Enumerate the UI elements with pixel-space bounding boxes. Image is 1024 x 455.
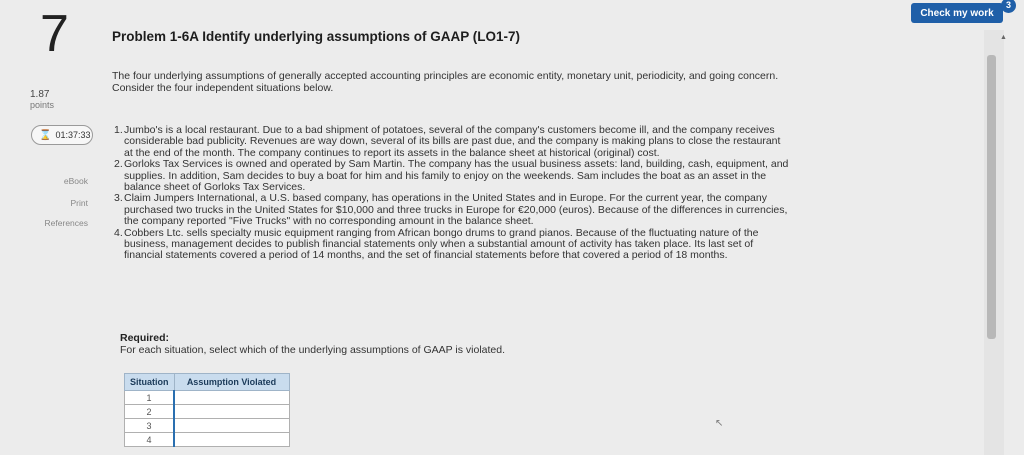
situation-text: Cobbers Ltc. sells specialty music equipment ranging from African bongo drums to grand pianos. Because of the fluctuating nature of the business, management decides to publish financial statements only when a substantial amount of activity has taken place. Its last set of financial statements covered a period of 14 months, and the set of financial statements before that covered a period of 18 months. <box>124 226 759 262</box>
list-item <box>114 159 790 193</box>
attempts-badge: 3 <box>1001 0 1016 13</box>
situation-cell: 4 <box>125 433 175 447</box>
table-row <box>125 419 290 433</box>
question-number: 7 <box>40 5 69 63</box>
assumption-dropdown[interactable] <box>174 433 289 447</box>
situation-cell: 2 <box>125 405 175 419</box>
mouse-cursor-icon: ↖ <box>715 418 724 429</box>
timer-value: 01:37:33 <box>55 130 91 140</box>
print-link[interactable]: Print <box>70 198 88 208</box>
situation-number: 4. <box>114 226 123 239</box>
situation-column-header: Situation <box>125 374 175 391</box>
situation-number: 2. <box>114 158 123 171</box>
situation-number: 3. <box>114 192 123 205</box>
references-link[interactable]: References <box>44 218 88 228</box>
assumption-column-header: Assumption Violated <box>174 374 289 391</box>
list-item <box>114 193 790 227</box>
table-row <box>125 433 290 447</box>
ebook-link[interactable]: eBook <box>63 176 88 186</box>
required-text: For each situation, select which of the underlying assumptions of GAAP is violated. <box>120 344 506 356</box>
scrollbar-thumb[interactable] <box>987 55 996 339</box>
assumption-dropdown[interactable] <box>174 419 289 433</box>
list-item <box>114 228 790 262</box>
assumption-dropdown[interactable] <box>174 405 289 419</box>
timer[interactable] <box>31 125 93 145</box>
required-label: Required: <box>120 332 170 344</box>
hourglass-icon: ⌛ <box>39 129 52 141</box>
problem-intro: The four underlying assumptions of generally accepted accounting principles are economic entity, monetary unit, periodicity, and going concern. Consider the four independent situations below. <box>112 70 779 94</box>
points-label: points <box>30 100 55 110</box>
assumption-dropdown[interactable] <box>174 391 289 405</box>
situation-cell: 1 <box>125 391 175 405</box>
problem-title: Problem 1-6A Identify underlying assumptions of GAAP (LO1-7) <box>112 29 521 44</box>
scroll-up-arrow-icon[interactable]: ▲ <box>1000 34 1007 41</box>
situation-text: Jumbo's is a local restaurant. Due to a bad shipment of potatoes, several of the company's customers become ill, and the company receives considerable bad publicity. Revenues are way down, several of its bills are past due, and the company is making plans to close the restaurant at the end of the month. The company continues to report its assets in the balance sheet at historical (original) cost. <box>124 124 781 159</box>
situation-text: Claim Jumpers International, a U.S. based company, has operations in the United States and in Europe. For the current year, the company purchased two trucks in the United States for $10,000 and three trucks in Europe for €20,000 (euros). Because of the differences in currencies, the company reported "Five Trucks" with no corresponding amount in the balance sheet. <box>124 192 788 228</box>
situation-text: Gorloks Tax Services is owned and operated by Sam Martin. The company has the usual business assets: land, building, cash, equipment, and supplies. In addition, Sam decides to buy a boat for him and his family to enjoy on the weekends. Sam includes the boat as an asset in the balance sheet of Gorloks Tax Services. <box>124 158 789 194</box>
points-display <box>30 89 54 111</box>
check-my-work-button[interactable]: Check my work <box>911 3 1003 23</box>
situations-list <box>114 125 790 262</box>
situation-cell: 3 <box>125 419 175 433</box>
table-header-row <box>125 374 290 391</box>
points-value: 1.87 <box>30 89 50 100</box>
answer-table <box>124 373 290 447</box>
table-row <box>125 391 290 405</box>
situation-number: 1. <box>114 124 123 136</box>
list-item <box>114 125 790 159</box>
table-row <box>125 405 290 419</box>
